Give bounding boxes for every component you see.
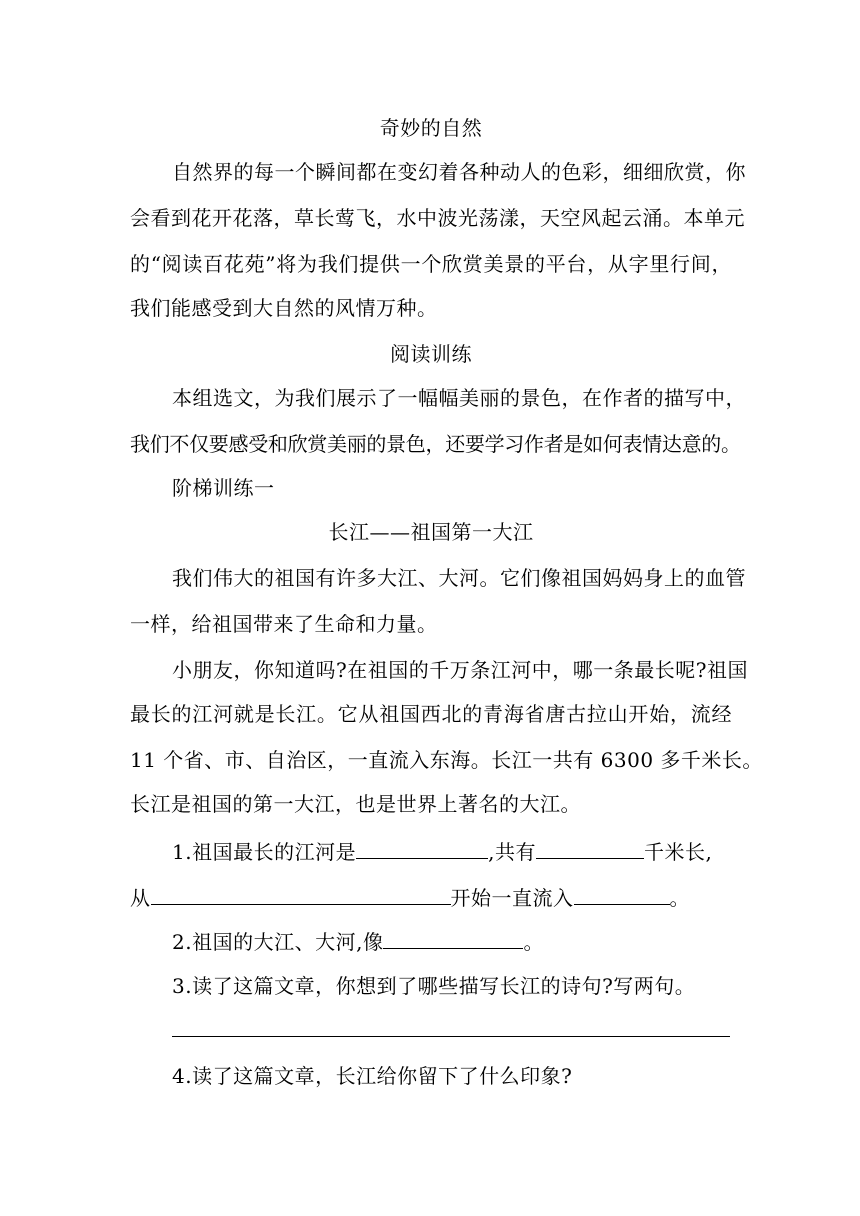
question-2-line [172, 926, 732, 956]
section-intro-line-2: 我们不仅要感受和欣赏美丽的景色，还要学习作者是如何表情达意的。 [130, 432, 741, 456]
intro-line-4: 我们能感受到大自然的风情万种。 [130, 296, 438, 320]
question-1-line-2 [130, 882, 732, 912]
article-title: 长江——祖国第一大江 [328, 520, 534, 544]
question-1-text-e: 开始一直流入 [450, 886, 574, 910]
article-line-3: 小朋友，你知道吗?在祖国的千万条江河中，哪一条最长呢?祖国 [172, 658, 748, 682]
intro-line-1: 自然界的每一个瞬间都在变幻着各种动人的色彩，细细欣赏，你 [172, 160, 746, 184]
question-1-text-c: 千米长, [643, 840, 713, 864]
article-line-6: 长江是祖国的第一大江，也是世界上著名的大江。 [130, 792, 581, 816]
exercise-label: 阶梯训练一 [172, 476, 275, 500]
question-2-text-b: 。 [523, 930, 544, 954]
article-line-5: 11 个省、市、自治区，一直流入东海。长江一共有 6300 多千米长。 [130, 748, 763, 772]
page-title: 奇妙的自然 [379, 116, 483, 140]
question-1-line-1 [172, 836, 732, 866]
question-2-text-a: 2.祖国的大江、大河,像 [172, 930, 384, 954]
question-1-text-a: 1.祖国最长的江河是 [172, 840, 357, 864]
article-line-2: 一样，给祖国带来了生命和力量。 [130, 612, 438, 636]
intro-line-3: 的“阅读百花苑”将为我们提供一个欣赏美景的平台，从字里行间， [130, 252, 732, 276]
answer-line-poems[interactable] [172, 1036, 730, 1037]
question-1-text-b: ,共有 [488, 840, 536, 864]
intro-line-2: 会看到花开花落，草长莺飞，水中波光荡漾，天空风起云涌。本单元 [130, 206, 745, 230]
answer-blank-longest-river[interactable] [356, 836, 488, 859]
article-line-4: 最长的江河就是长江。它从祖国西北的青海省唐古拉山开始，流经 [130, 702, 732, 726]
section-intro-line-1: 本组选文，为我们展示了一幅幅美丽的景色，在作者的描写中， [172, 386, 746, 410]
question-3-line: 3.读了这篇文章，你想到了哪些描写长江的诗句?写两句。 [172, 974, 696, 998]
answer-blank-simile[interactable] [383, 926, 523, 949]
question-1-text-d: 从 [130, 886, 151, 910]
answer-blank-destination[interactable] [574, 882, 670, 905]
section-title: 阅读训练 [390, 342, 472, 366]
answer-blank-source[interactable] [151, 882, 451, 905]
answer-blank-length[interactable] [536, 836, 644, 859]
question-1-text-f: 。 [669, 886, 690, 910]
question-4-line: 4.读了这篇文章，长江给你留下了什么印象? [172, 1064, 573, 1088]
article-line-1: 我们伟大的祖国有许多大江、大河。它们像祖国妈妈身上的血管 [172, 566, 746, 590]
